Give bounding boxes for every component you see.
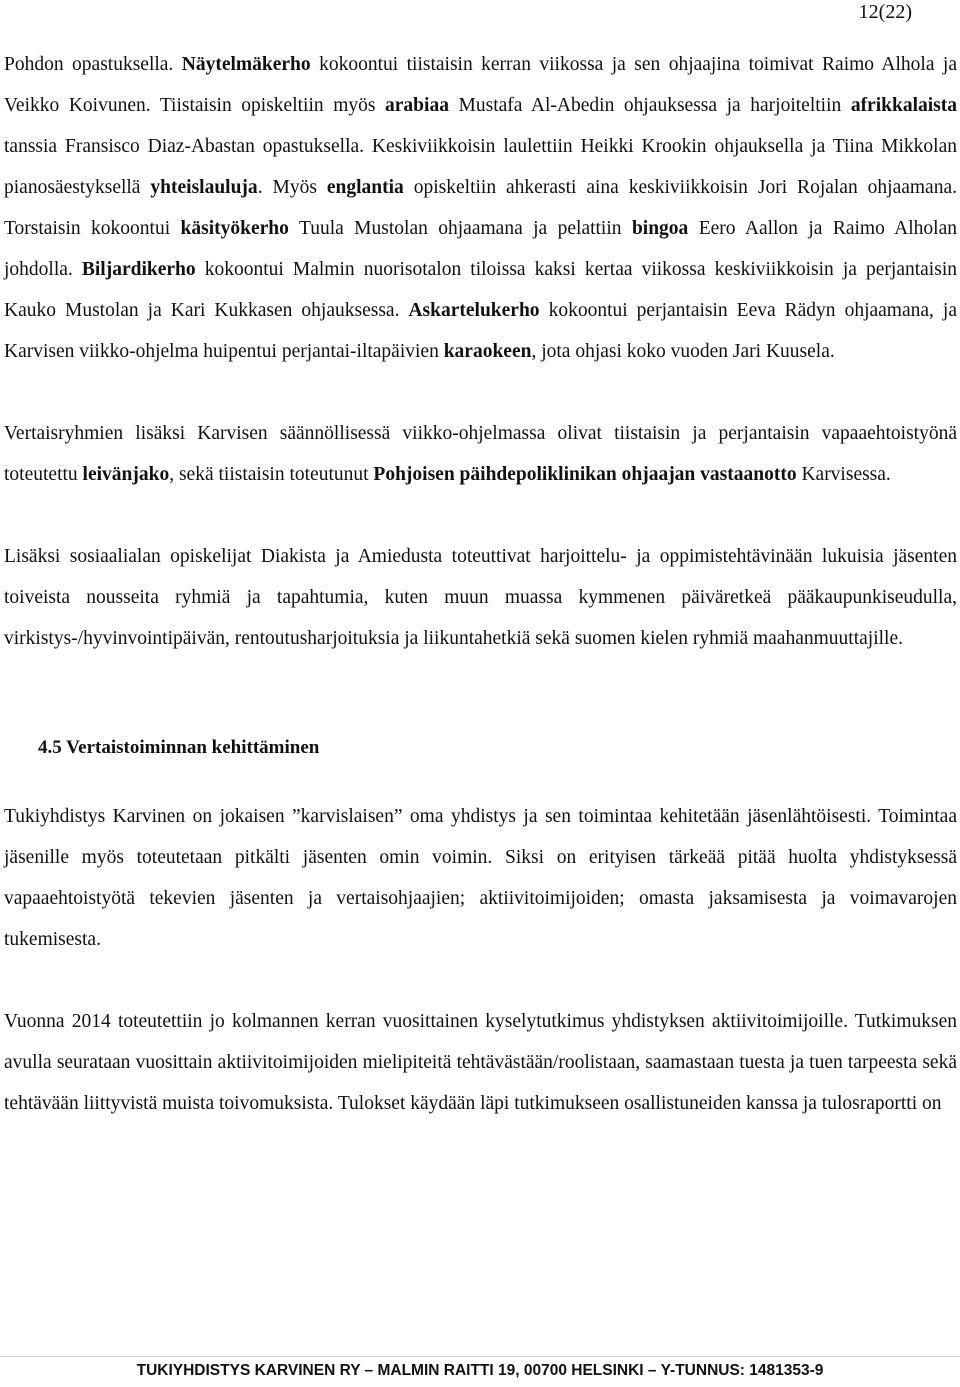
bold-term: Näytelmäkerho — [181, 54, 311, 75]
bold-term: Biljardikerho — [81, 259, 196, 280]
bold-term: englantia — [326, 177, 404, 198]
text-run: kokoontui perjantaisin Eeva Rädyn ohjaamana, ja Karvisen viikko-ohjelma huipentui perjantai-iltapäivien — [4, 300, 957, 362]
bold-term: leivänjako — [82, 464, 170, 485]
text-run: Tuula Mustolan ohjaamana ja pelattiin — [288, 218, 632, 239]
text-run: Mustafa Al-Abedin ohjauksessa ja harjoiteltiin — [448, 95, 851, 116]
bold-term: karaokeen — [443, 341, 532, 362]
bold-term: käsityökerho — [180, 218, 289, 239]
bold-term: bingoa — [631, 218, 689, 239]
text-run: , jota ohjasi koko vuoden Jari Kuusela. — [531, 341, 835, 362]
paragraph-member-driven — [4, 796, 957, 960]
text-run: opiskeltiin ahkerasti aina keskiviikkoisin Jori Rojalan ohjaamana. Torstaisin kokoontui — [4, 177, 957, 239]
text-run: Karvisessa. — [796, 464, 891, 485]
bold-term: Pohjoisen päihdepoliklinikan ohjaajan vastaanotto — [373, 464, 797, 485]
text-run: Tukiyhdistys Karvinen on jokaisen ”karvislaisen” oma yhdistys ja sen toimintaa kehitetään jäsenlähtöisesti. Toimintaa jäsenille myös toteutetaan pitkälti jäsenten omin voimin. Siksi on erityisen tärkeää pitää huolta yhdistyksessä vapaaehtoistyötä tekevien jäsenten ja vertaisohjaajien; aktiivitoimijoiden; omasta jaksamisesta ja voimavarojen tukemisesta. — [4, 806, 957, 950]
section-number: 4.5 — [38, 737, 62, 758]
section-title: Vertaistoiminnan kehittäminen — [66, 737, 320, 758]
paragraph-survey — [4, 1001, 957, 1124]
section-heading — [4, 727, 957, 768]
text-run: Lisäksi sosiaalialan opiskelijat Diakista ja Amiedusta toteuttivat harjoittelu- ja oppimistehtävinään lukuisia jäsenten toiveista nousseita ryhmiä ja tapahtumia, kuten muun muassa kymmenen päiväretkeä pääkaupunkiseudulla, virkistys-/hyvinvointipäivän, rentoutusharjoituksia ja liikuntahetkiä sekä suomen kielen ryhmiä maahanmuuttajille. — [4, 546, 957, 649]
text-run: . Myös — [257, 177, 327, 198]
bold-term: arabiaa — [385, 95, 449, 116]
page-footer: TUKIYHDISTYS KARVINEN RY – MALMIN RAITTI 19, 00700 HELSINKI – Y-TUNNUS: 1481353-9 — [136, 1362, 824, 1379]
paragraph-peer-groups — [4, 413, 957, 495]
bold-term: Askartelukerho — [408, 300, 540, 321]
text-run: Vertaisryhmien lisäksi Karvisen säännöllisessä viikko-ohjelmassa olivat tiistaisin ja perjantaisin vapaaehtoistyönä toteutettu — [4, 423, 957, 485]
page-number: 12(22) — [858, 1, 912, 23]
text-run: tanssia Fransisco Diaz-Abastan opastuksella. Keskiviikkoisin laulettiin Heikki Krookin ohjauksella ja Tiina Mikkolan pianosäestyksellä — [4, 136, 957, 198]
text-run: Pohdon opastuksella. — [4, 54, 182, 75]
text-run: Eero Aallon ja Raimo Alholan johdolla. — [4, 218, 957, 280]
text-run: kokoontui Malmin nuorisotalon tiloissa kaksi kertaa viikossa keskiviikkoisin ja perjantaisin Kauko Mustolan ja Kari Kukkasen ohjauksessa. — [4, 259, 957, 321]
text-run: Vuonna 2014 toteutettiin jo kolmannen kerran vuosittainen kyselytutkimus yhdistyksen aktiivitoimijoille. Tutkimuksen avulla seurataan vuosittain aktiivitoimijoiden mielipiteitä tehtävästään/roolistaan, saamastaan tuesta ja tuen tarpeesta sekä tehtävään liittyvistä muista toivomuksista. Tulokset käydään läpi tutkimukseen osallistuneiden kanssa ja tulosraportti on — [4, 1011, 957, 1114]
text-run: , sekä tiistaisin toteutunut — [169, 464, 374, 485]
footer-divider — [0, 1356, 960, 1357]
paragraph-students — [4, 536, 957, 659]
text-run: kokoontui tiistaisin kerran viikossa ja sen ohjaajina toimivat Raimo Alhola ja Veikko Koivunen. Tiistaisin opiskeltiin myös — [4, 54, 957, 116]
paragraph-activities — [4, 44, 957, 372]
bold-term: afrikkalaista — [850, 95, 957, 116]
bold-term: yhteislauluja — [150, 177, 258, 198]
document-body — [4, 44, 957, 1124]
